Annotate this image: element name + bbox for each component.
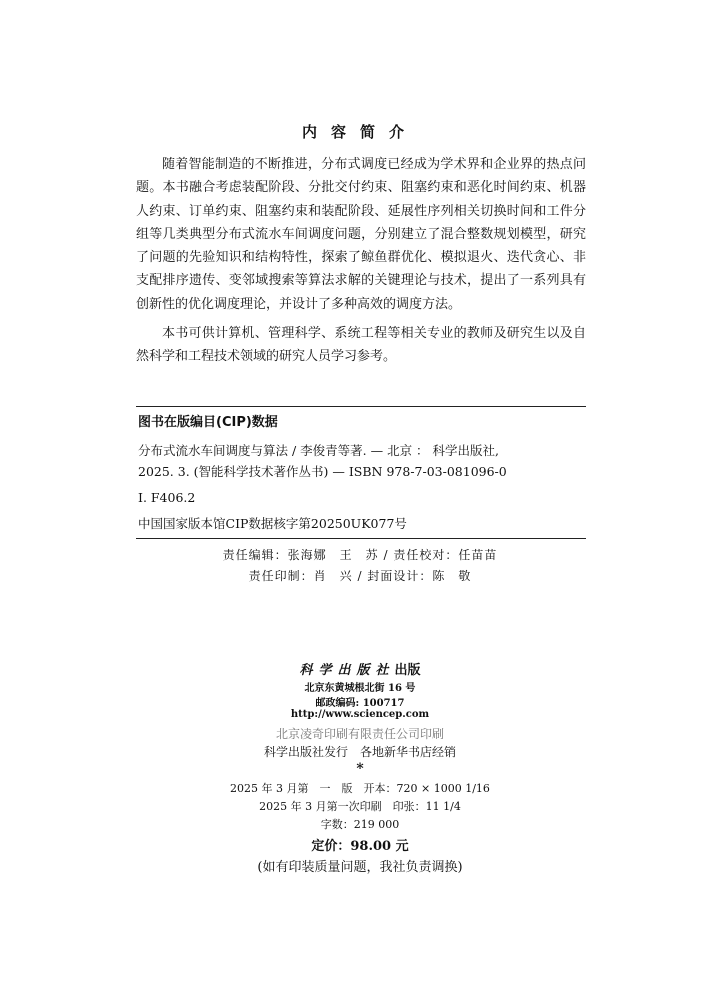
publisher-address: 北京东黄城根北街 16 号 bbox=[304, 683, 416, 694]
price-label: 定价： bbox=[311, 839, 351, 854]
cip-isbn-line: 2025. 3. (智能科学技术著作丛书) — ISBN 978-7-03-081096-0 bbox=[138, 464, 507, 479]
publisher-url: http://www.sciencep.com bbox=[290, 709, 430, 720]
printing-line: 2025 年 3 月第一次印刷 印张：11 1/4 bbox=[259, 800, 461, 813]
cip-top-rule bbox=[136, 406, 586, 407]
publisher-postcode: 邮政编码: 100717 bbox=[315, 698, 405, 709]
intro-paragraph-2 bbox=[136, 322, 586, 369]
price-value: 98.00 元 bbox=[350, 839, 409, 854]
price-line bbox=[0, 835, 720, 854]
publisher-line bbox=[0, 659, 720, 678]
cip-classification-line: Ⅰ. F406.2 bbox=[138, 490, 196, 505]
publisher-name: 科学出版社 bbox=[299, 663, 395, 678]
cip-bottom-rule bbox=[136, 538, 586, 539]
credits-production: 责任印制：肖 兴 / 封面设计：陈 敬 bbox=[248, 569, 472, 583]
intro-paragraph-1 bbox=[136, 153, 586, 316]
quality-notice: (如有印装质量问题，我社负责调换) bbox=[257, 860, 463, 875]
intro-title: 内容简介 bbox=[301, 123, 418, 141]
edition-line: 2025 年 3 月第 一 版 开本：720 × 1000 1/16 bbox=[230, 782, 490, 795]
cip-record-number-line: 中国国家版本馆CIP数据核字第20250UK077号 bbox=[138, 516, 407, 531]
separator-star: * bbox=[356, 761, 364, 777]
printer-line: 北京凌奇印刷有限责任公司印刷 bbox=[275, 727, 444, 741]
cip-title-line: 分布式流水车间调度与算法 / 李俊青等著. — 北京 ： 科学出版社, bbox=[138, 443, 499, 458]
publisher-suffix: 出版 bbox=[394, 663, 421, 678]
cip-heading: 图书在版编目(CIP)数据 bbox=[138, 415, 278, 430]
credits-editors: 责任编辑：张海娜 王 苏 / 责任校对：任苗苗 bbox=[222, 548, 498, 562]
intro-paragraph-2-text: 本书可供计算机、管理科学、系统工程等相关专业的教师及研究生以及自然科学和工程技术领域的研究人员学习参考。 bbox=[136, 326, 586, 365]
word-count: 字数：219 000 bbox=[320, 818, 400, 831]
intro-paragraph-1-text: 随着智能制造的不断推进，分布式调度已经成为学术界和企业界的热点问题。本书融合考虑装配阶段、分批交付约束、阻塞约束和恶化时间约束、机器人约束、订单约束、阻塞约束和装配阶段、延展性序列相关切换时间和工件分组等几类典型分布式流水车间调度问题，分别建立了混合整数规划模型，研究了问题的先验知识和结构特性，探索了鲸鱼群优化、模拟退火、迭代贪心、非支配排序遗传、变邻域搜索等算法求解的关键理论与技术，提出了一系列具有创新性的优化调度理论，并设计了多种高效的调度方法。 bbox=[136, 157, 586, 312]
distribution-line: 科学出版社发行 各地新华书店经销 bbox=[263, 745, 456, 759]
